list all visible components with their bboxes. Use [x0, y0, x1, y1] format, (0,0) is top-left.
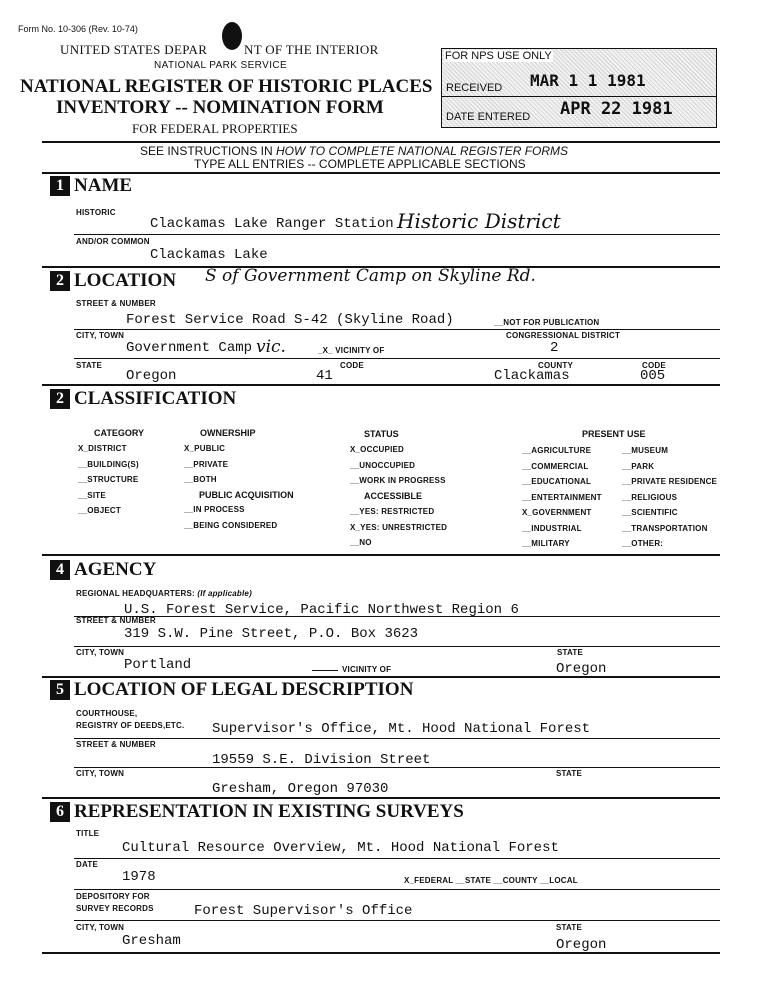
use-item: __RELIGIOUS: [622, 492, 678, 502]
section-4-header: 4 AGENCY: [50, 559, 156, 581]
ownership-head: OWNERSHIP: [200, 428, 256, 438]
county-code-label: CODE: [642, 361, 666, 370]
accessible-item: __YES: RESTRICTED: [350, 507, 435, 516]
use-item: __PRIVATE RESIDENCE: [622, 477, 718, 486]
survey-state-value: Oregon: [556, 937, 607, 953]
common-label: AND/OR COMMON: [76, 237, 150, 246]
acquisition-item: __BEING CONSIDERED: [184, 520, 278, 530]
present-use-left: [522, 446, 602, 555]
section-3-header: 2 CLASSIFICATION: [50, 388, 236, 410]
federal-properties: FOR FEDERAL PROPERTIES: [132, 121, 298, 136]
department-left: UNITED STATES DEPAR: [60, 42, 208, 57]
category-item: __STRUCTURE: [78, 475, 139, 484]
accessible-head: ACCESSIBLE: [364, 491, 423, 501]
accessible-item: __NO: [350, 538, 372, 547]
ownership-item: __PRIVATE: [184, 459, 229, 469]
status-item: __UNOCCUPIED: [350, 460, 416, 470]
use-item: __INDUSTRIAL: [522, 523, 582, 533]
state-code: 41: [316, 368, 333, 384]
legal-street-value: 19559 S.E. Division Street: [212, 752, 431, 768]
congressional-label: CONGRESSIONAL DISTRICT: [506, 331, 621, 340]
status-list: [350, 445, 446, 492]
category-list: [78, 444, 139, 522]
survey-city-label: CITY, TOWN: [76, 923, 125, 932]
entered-stamp: APR 22 1981: [560, 99, 673, 119]
park-service: NATIONAL PARK SERVICE: [154, 60, 288, 71]
acquisition-item: __IN PROCESS: [184, 505, 245, 514]
survey-city-value: Gresham: [122, 933, 181, 949]
hq-value: U.S. Forest Service, Pacific Northwest Region 6: [124, 602, 519, 618]
use-item: __MILITARY: [522, 539, 570, 548]
form-number: Form No. 10-306 (Rev. 10-74): [18, 24, 138, 34]
city-handwritten: vic.: [256, 337, 286, 357]
agency-state-value: Oregon: [556, 661, 607, 677]
use-item: __EDUCATIONAL: [522, 477, 592, 486]
survey-title-value: Cultural Resource Overview, Mt. Hood National Forest: [122, 840, 559, 856]
date-entered-label: DATE ENTERED: [446, 111, 531, 123]
agency-city-label: CITY, TOWN: [76, 648, 125, 657]
present-use-head: PRESENT USE: [582, 429, 646, 439]
form-title: NATIONAL REGISTER OF HISTORIC PLACES: [20, 76, 433, 97]
historic-label: HISTORIC: [76, 208, 116, 217]
acquisition-head: PUBLIC ACQUISITION: [199, 490, 294, 500]
instructions-line1: SEE INSTRUCTIONS IN HOW TO COMPLETE NATIONAL REGISTER FORMS: [140, 144, 569, 158]
received-label: RECEIVED: [446, 82, 503, 94]
status-head: STATUS: [364, 429, 399, 439]
legal-street-label: STREET & NUMBER: [76, 740, 156, 749]
survey-date-value: 1978: [122, 869, 156, 885]
historic-name: Clackamas Lake Ranger Station: [150, 216, 394, 232]
not-for-publication: __NOT FOR PUBLICATION: [494, 318, 600, 327]
county-label: COUNTY: [538, 361, 573, 370]
use-item: __SCIENTIFIC: [622, 508, 678, 517]
historic-handwritten: Historic District: [397, 209, 561, 233]
use-item: __OTHER:: [622, 539, 664, 548]
common-name: Clackamas Lake: [150, 247, 268, 263]
status-item: X_OCCUPIED: [350, 445, 405, 454]
section-2-header: 2 LOCATION: [50, 270, 176, 292]
agency-state-label: STATE: [557, 648, 584, 657]
agency-street-value: 319 S.W. Pine Street, P.O. Box 3623: [124, 626, 419, 642]
category-item: __SITE: [78, 490, 106, 500]
ink-blot: [222, 22, 242, 50]
street-label: STREET & NUMBER: [76, 299, 156, 308]
nps-use-box: [441, 48, 717, 128]
received-stamp: MAR 1 1 1981: [530, 71, 646, 90]
street-value: Forest Service Road S-42 (Skyline Road): [126, 312, 454, 328]
legal-city-label: CITY, TOWN: [76, 769, 125, 778]
vicinity-of: _X_ VICINITY OF: [318, 346, 385, 355]
acquisition-list: [184, 505, 277, 536]
depository-value: Forest Supervisor's Office: [194, 903, 413, 919]
courthouse-value: Supervisor's Office, Mt. Hood National Forest: [212, 721, 591, 737]
use-item: __COMMERCIAL: [522, 461, 589, 471]
use-item: __TRANSPORTATION: [622, 523, 708, 533]
use-item: X_GOVERNMENT: [522, 508, 592, 517]
county-value: Clackamas: [494, 368, 570, 384]
category-item: X_DISTRICT: [78, 444, 127, 453]
state-code-label: CODE: [340, 361, 364, 370]
use-item: __ENTERTAINMENT: [522, 492, 602, 502]
congressional-value: 2: [550, 340, 559, 356]
survey-state-label: STATE: [556, 923, 583, 932]
section-5-header: 5 LOCATION OF LEGAL DESCRIPTION: [50, 679, 413, 701]
state-value: Oregon: [126, 368, 177, 384]
use-item: __PARK: [622, 461, 655, 471]
depository-label: DEPOSITORY FOR: [76, 892, 150, 901]
use-item: __AGRICULTURE: [522, 446, 592, 455]
section-1-header: 1 NAME: [50, 175, 132, 197]
nps-box-title: FOR NPS USE ONLY: [445, 50, 552, 62]
courthouse-label: COURTHOUSE,: [76, 709, 138, 718]
state-label: STATE: [76, 361, 103, 370]
legal-state-label: STATE: [556, 769, 583, 778]
survey-title-label: TITLE: [76, 829, 100, 838]
ownership-list: [184, 444, 228, 491]
hq-label: REGIONAL HEADQUARTERS: (If applicable): [76, 589, 252, 598]
status-item: __WORK IN PROGRESS: [350, 476, 446, 485]
survey-levels: X_FEDERAL __STATE __COUNTY __LOCAL: [404, 876, 578, 885]
agency-street-label: STREET & NUMBER: [76, 616, 156, 625]
county-code: 005: [640, 368, 666, 384]
city-label: CITY, TOWN: [76, 331, 125, 340]
ownership-item: X_PUBLIC: [184, 444, 226, 453]
agency-vicinity: VICINITY OF: [342, 665, 392, 674]
category-item: __BUILDING(S): [78, 459, 139, 469]
use-item: __MUSEUM: [622, 446, 669, 455]
accessible-list: [350, 507, 447, 554]
agency-city-value: Portland: [124, 657, 192, 673]
section-6-header: 6 REPRESENTATION IN EXISTING SURVEYS: [50, 801, 464, 823]
city-value: Government Camp: [126, 340, 253, 356]
category-item: __OBJECT: [78, 506, 121, 515]
accessible-item: X_YES: UNRESTRICTED: [350, 522, 448, 532]
registry-label: REGISTRY OF DEEDS,ETC.: [76, 721, 185, 730]
survey-date-label: DATE: [76, 860, 98, 869]
present-use-right: [622, 446, 717, 555]
instructions-line2: TYPE ALL ENTRIES -- COMPLETE APPLICABLE SECTIONS: [194, 157, 526, 171]
category-head: CATEGORY: [94, 428, 145, 438]
legal-city-value: Gresham, Oregon 97030: [212, 781, 389, 797]
form-subtitle: INVENTORY -- NOMINATION FORM: [56, 97, 384, 118]
ownership-item: __BOTH: [184, 475, 217, 484]
survey-records-label: SURVEY RECORDS: [76, 904, 154, 913]
location-handwritten: S of Government Camp on Skyline Rd.: [205, 266, 536, 286]
department-right: NT OF THE INTERIOR: [244, 42, 379, 57]
